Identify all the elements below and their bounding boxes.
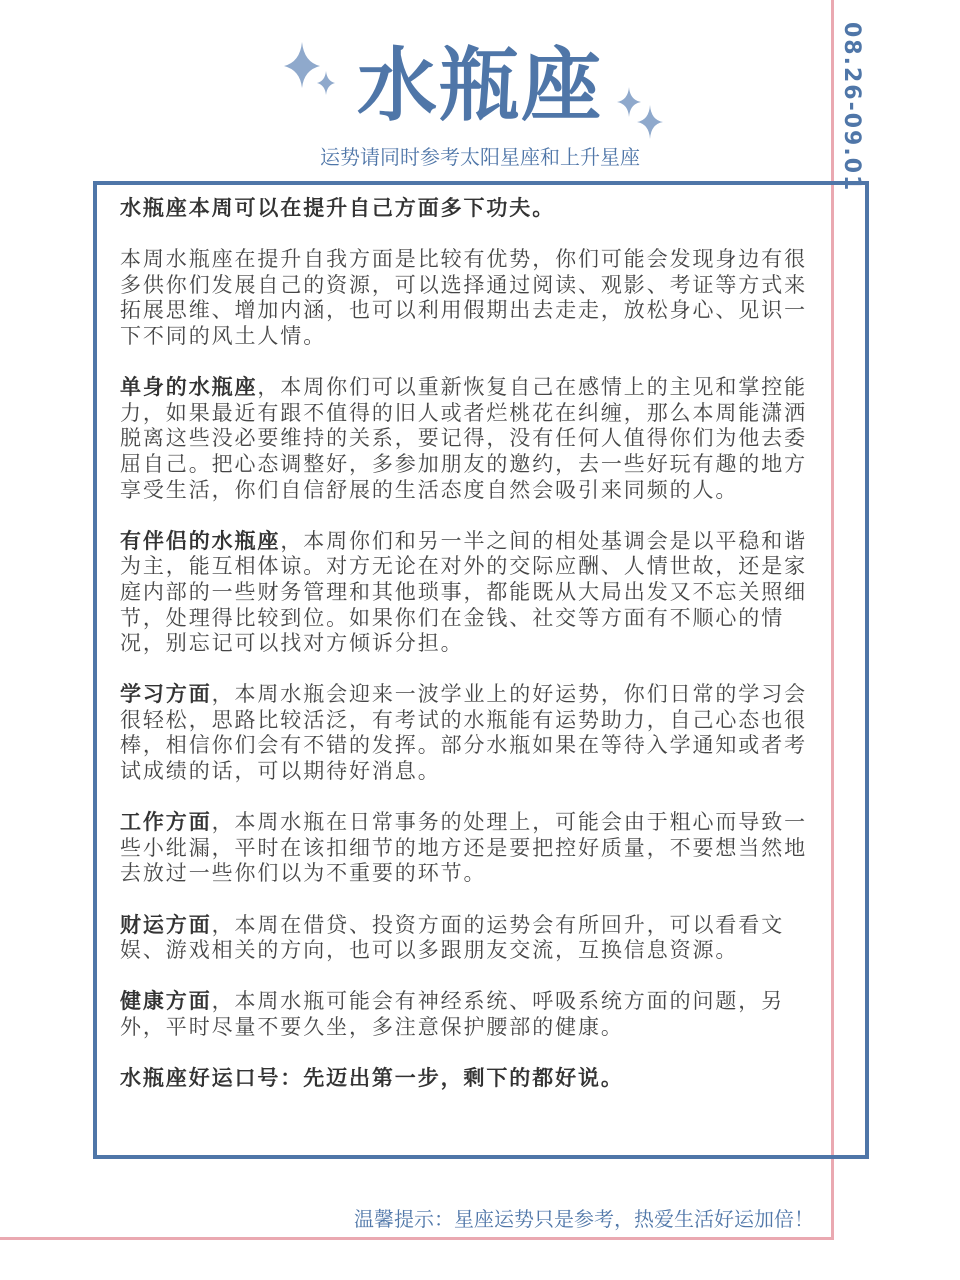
- slogan: 水瓶座好运口号：先迈出第一步，剩下的都好说。: [120, 1066, 624, 1091]
- section-work: [120, 810, 820, 887]
- footer-tip: 温馨提示：星座运势只是参考，热爱生活好运加倍！: [354, 1207, 814, 1231]
- section-text: ，本周你们和另一半之间的相处基调会是以平稳和谐为主，能互相体谅。对方无论在对外的交际应酬、人情世故，还是家庭内部的一些财务管理和其他琐事，都能既从大局出发又不忘关照细节，处理得比较到位。如果你们在金钱、社交等方面有不顺心的情况，别忘记可以找对方倾诉分担。: [120, 528, 808, 656]
- sparkle-icon: [636, 104, 664, 140]
- section-text: ，本周在借贷、投资方面的运势会有所回升，可以看看文娱、游戏相关的方向，也可以多跟朋友交流，互换信息资源。: [120, 912, 785, 963]
- section-text: ，本周你们可以重新恢复自己在感情上的主见和掌控能力，如果最近有跟不值得的旧人或者烂桃花在纠缠，那么本周能潇洒脱离这些没必要维持的关系，要记得，没有任何人值得你们为他去委屈自己。把心态调整好，多参加朋友的邀约，去一些好玩有趣的地方享受生活，你们自信舒展的生活态度自然会吸引来同频的人。: [120, 375, 808, 502]
- section-single: [120, 375, 820, 503]
- section-health: [120, 989, 820, 1040]
- section-study: [120, 682, 820, 784]
- subtitle: 运势请同时参考太阳星座和上升星座: [320, 145, 640, 169]
- section-label: 学习方面: [120, 682, 212, 707]
- section-label: 财运方面: [120, 912, 212, 937]
- intro-paragraph: 本周水瓶座在提升自我方面是比较有优势，你们可能会发现身边有很多供你们发展自己的资源，可以选择通过阅读、观影、考证等方式来拓展思维、增加内涵，也可以利用假期出去走走，放松身心、见识一下不同的风土人情。: [120, 247, 807, 348]
- section-text: ，本周水瓶在日常事务的处理上，可能会由于粗心而导致一些小纰漏，平时在该扣细节的地方还是要把控好质量，不要想当然地去放过一些你们以为不重要的环节。: [120, 810, 808, 886]
- section-partnered: [120, 529, 820, 657]
- headline: 水瓶座本周可以在提升自己方面多下功夫。: [120, 196, 556, 220]
- section-label: 有伴侣的水瓶座: [120, 528, 281, 553]
- section-text: ，本周水瓶会迎来一波学业上的好运势，你们日常的学习会很轻松，思路比较活泛，有考试的水瓶能有运势助力，自己心态也很棒，相信你们会有不错的发挥。部分水瓶如果在等待入学通知或者考试成绩的话，可以期待好消息。: [120, 682, 808, 784]
- section-wealth: [120, 913, 820, 964]
- section-label: 单身的水瓶座: [120, 375, 258, 400]
- date-range: 08.26-09.01: [839, 22, 864, 193]
- content-body: [120, 196, 820, 1092]
- pink-horizontal-line: [0, 1237, 834, 1240]
- section-label: 健康方面: [120, 989, 212, 1014]
- sparkle-icon: [316, 70, 336, 96]
- section-label: 工作方面: [120, 810, 212, 835]
- page-title: 水瓶座: [357, 39, 603, 132]
- section-text: ，本周水瓶可能会有神经系统、呼吸系统方面的问题，另外，平时尽量不要久坐，多注意保护腰部的健康。: [120, 989, 785, 1039]
